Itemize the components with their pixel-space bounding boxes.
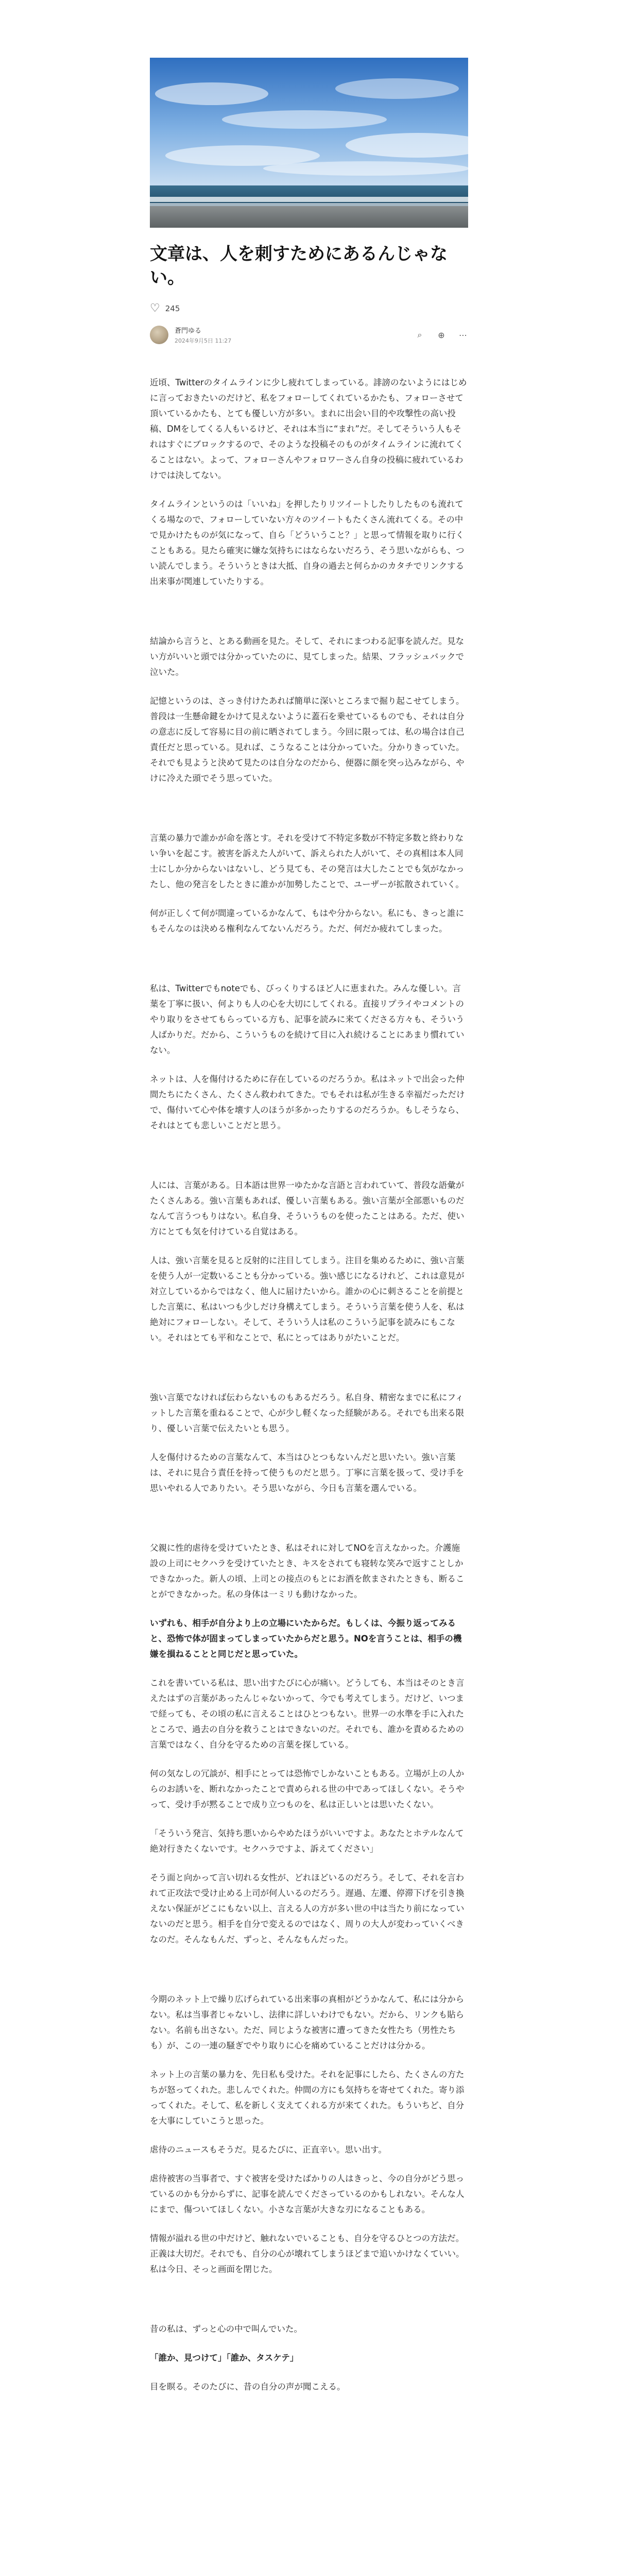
paragraph: 何が正しくて何が間違っているかなんて、もはや分からない。私にも、きっと誰にもそんなのは決める権利なんてないんだろう。ただ、何だか疲れてしまった。 [150, 908, 465, 934]
sea-sky-photo [150, 58, 468, 228]
section-7 [150, 1540, 468, 1947]
paragraph: いずれも、相手が自分より上の立場にいたからだ。もしくは、今振り返ってみると、恐怖で体が固まってしまっていたからだと思う。NOを言うことは、相手の機嫌を損ねることと同じだと思っていた。 [150, 1618, 462, 1659]
bold-quote: 「誰か、見つけて」「誰か、タスケテ」 [150, 2353, 299, 2363]
section-6 [150, 1390, 468, 1496]
paragraph: 人は、強い言葉を見ると反射的に注目してしまう。注目を集めるために、強い言葉を使う人が一定数いることも分かっている。強い感じになるけれど、これは意見が対立しているからではなく、他人に届けたいから。誰かの心に刺さることを前提とした言葉に、私はいつも少しだけ身構えてしまう。そういう言葉を使う人を、私は絶対にフォローしない。そして、そういう人は私のこういう記事を読みにもこない。それはとても平和なことで、私にとってはありがたいことだ。 [150, 1256, 465, 1343]
article-body [150, 375, 468, 2395]
paragraph: 記憶というのは、さっき付けたあれば簡単に深いところまで掘り起こせてしまう。普段は一生懸命鍵をかけて見えないように蓋石を乗せているものでも、それは自分の意志に反して容易に目の前に晒されてしまう。今回に限っては、私の場合は自己責任だと思っている。見れば、こうなることは分かっていた。分かりきっていた。それでも見ようと決めて見たのは自分なのだから、便器に顔を突っ込みながら、やけに冷えた頭でそう思っていた。 [150, 696, 465, 783]
paragraph: 父親に性的虐待を受けていたとき、私はそれに対してNOを言えなかった。介護施設の上司にセクハラを受けていたとき、キスをされても寝转な笑みで返すことしかできなかった。新人の頃、上司との接点のもとにお酒を飲まされたときも、断ることができなかった。私の身体は一ミリも動けなかった。 [150, 1543, 465, 1599]
like-count: 245 [165, 304, 180, 313]
paragraph: これを書いている私は、思い出すたびに心が痛い。どうしても、本当はそのとき言えたはずの言葉があったんじゃないかって、今でも考えてしまう。だけど、いつまで経っても、その頃の私に言えることはひとつもない。世界一の水準を手に入れたところで、過去の自分を救うことはできないのだ。それでも、誰かを責めるための言葉ではなく、自分を守るための言葉を探している。 [150, 1678, 465, 1750]
paragraph: 昔の私は、ずっと心の中で叫んでいた。 [150, 2324, 303, 2334]
paragraph: 結論から言うと、とある動画を見た。そして、それにまつわる記事を読んだ。見ない方がいいと頭では分かっていたのに、見てしまった。結果、フラッシュバックで泣いた。 [150, 636, 465, 677]
section-2 [150, 634, 468, 786]
paragraph: そう面と向かって言い切れる女性が、どれほどいるのだろう。そして、それを言われて正攻法で受け止める上司が何人いるのだろう。遅過、左遷、停滞下げを引き換えない保証がどこにもない以上、言える人の方が多い世の中は当たり前になっていないのだと思う。相手を自分で変えるのではなく、周りの大人が変わっていくべきなのだ。そんなもんだ、ずっと、そんなもんだった。 [150, 1873, 465, 1944]
section-8 [150, 1992, 468, 2277]
like-row [150, 303, 468, 314]
article-actions [415, 330, 468, 340]
more-icon[interactable]: ⋯ [459, 330, 467, 340]
article-content [150, 242, 468, 2408]
paragraph: 私は、Twitterでもnoteでも、びっくりするほど人に恵まれた。みんな優しい。言葉を丁寧に扱い、何よりも人の心を大切にしてくれる。直接リプライやコメントのやり取りをさせてもらっている方も、記事を読みに来てくださる方々も、そういう人ばかりだ。だから、こういうものを続けて目に入れ続けることにあまり慣れていない。 [150, 984, 465, 1055]
section-9 [150, 2321, 468, 2395]
author-name[interactable]: 蒼門ゆる [175, 327, 202, 335]
section-4 [150, 981, 468, 1133]
paragraph: ネットは、人を傷付けるために存在しているのだろうか。私はネットで出会った仲間たちにたくさん、たくさん救われてきた。でもそれは私が生きる幸福だっただけで、傷付いて心や体を壊す人のほうが多かったりするのだろうか。もしそうなら、それはとても悲しいことだと思う。 [150, 1074, 465, 1130]
section-3 [150, 831, 468, 937]
author-block [175, 325, 231, 345]
paragraph: 人には、言葉がある。日本語は世界一ゆたかな言語と言われていて、普段な語彙がたくさんある。強い言葉もあれば、優しい言葉もある。強い言葉が全部悪いものだなんて言うつもりはない。私自身、そういうものを使ったことはある。ただ、使い方にとても気を付けている自覚はある。 [150, 1180, 465, 1236]
paragraph: 言葉の暴力で誰かが命を落とす。それを受けて不特定多数が不特定多数と終わりない争いを起こす。被害を訴えた人がいて、訴えられた人がいて、その真相は本人同士にしか分からないはないし、どう見ても、その発言は大したことでも気がなかったし、他の発言をしたときに誰かが加勢したことで、ユーザーが拡散されていく。 [150, 833, 465, 889]
paragraph: タイムラインというのは「いいね」を押したりリツイートしたりしたものも流れてくる場なので、フォローしていない方々のツイートもたくさん流れてくる。その中で見かけたものが気になって、自ら「どういうこと？」と思って情報を取りに行くこともある。見たら確実に嫌な気持ちにはならないだろう、そう思いながらも、つい読んでしまう。そういうときは大抵、自身の過去と何らかのカタチでリンクする出来事が関連していたりする。 [150, 499, 465, 586]
paragraph: 何の気なしの冗談が、相手にとっては恐怖でしかないこともある。立場が上の人からのお誘いを、断れなかったことで責められる世の中であってほしくない。そうやって、受け手が黙ることで成り立つものを、私は正しいとは思いたくない。 [150, 1769, 465, 1809]
paragraph: 近頃、Twitterのタイムラインに少し疲れてしまっている。誹謗のないようにはじめに言っておきたいのだけど、私をフォローしてくれているかたも、フォローさせて頂いているかたも、とても優しい方が多い。まれに出会い目的や攻撃性の高い投稿、DMをしてくる人もいるけど、それは本当に“まれ”だ。そしてそういう人もそれはすぐにブロックするので、そのような投稿そのものがタイムラインに流れてくることはない。よって、フォローさんやフォロワーさん自身の投稿に疲れているわけでは決してない。 [150, 378, 467, 480]
paragraph: 情報が溢れる世の中だけど、触れないでいることも、自分を守るひとつの方法だ。正義は大切だ。それでも、自分の心が壊れてしまうほどまで追いかけなくていい。私は今日、そっと画面を閉じた。 [150, 2233, 465, 2274]
publish-date: 2024年9月5日 11:27 [175, 337, 232, 344]
quoted-line: 「そういう発言、気持ち悪いからやめたほうがいいですよ。あなたとホテルなんて絶対行きたくないです。セクハラですよ、訴えてください」 [150, 1828, 464, 1854]
avatar[interactable] [150, 326, 168, 344]
section-1 [150, 375, 468, 589]
author-row [150, 324, 468, 346]
paragraph: 虐待被害の当事者で、すぐ被害を受けたばかりの人はきっと、今の自分がどう思っているのかも分からずに、記事を読んでくださっているのかもしれない。そんな人にまで、傷ついてほしくない。小さな言葉が大きな刃になることもある。 [150, 2174, 465, 2214]
paragraph: 人を傷付けるための言葉なんて、本当はひとつもないんだと思いたい。強い言葉は、それに見合う責任を持って使うものだと思う。丁寧に言葉を扱って、受け手を思いやれる人でありたい。そう思いながら、今日も言葉を選んでいる。 [150, 1452, 465, 1493]
share-icon[interactable]: ⊕ [438, 330, 445, 340]
paragraph: 目を瞑る。そのたびに、昔の自分の声が聞こえる。 [150, 2382, 346, 2392]
section-5 [150, 1178, 468, 1346]
paragraph: 虐待のニュースもそうだ。見るたびに、正直辛い。思い出す。 [150, 2145, 387, 2155]
paragraph: ネット上の言葉の暴力を、先日私も受けた。それを記事にしたら、たくさんの方たちが怒ってくれた。悲しんでくれた。仲間の方にも気持ちを寄せてくれた。寄り添ってくれた。そして、私を新しく支えてくれる方が来てくれた。もういちど、自分を大事にしていこうと思った。 [150, 2070, 465, 2126]
heart-icon[interactable]: ♡ [150, 302, 160, 315]
search-icon[interactable]: ⌕ [417, 330, 422, 340]
paragraph: 今期のネット上で繰り広げられている出来事の真相がどうかなんて、私には分からない。私は当事者じゃないし、法律に詳しいわけでもない。だから、リンクも貼らない。名前も出さない。ただ、同じような被害に遭ってきた女性たち（男性たちも）が、この一連の騒ぎでやり取りに心を痛めていることだけは分かる。 [150, 1994, 465, 2050]
hero-image [150, 58, 468, 228]
paragraph: 強い言葉でなければ伝わらないものもあるだろう。私自身、精密なまでに私にフィットした言葉を重ねることで、心が少し軽くなった経験がある。それでも出来る限り、優しい言葉で伝えたいとも思う。 [150, 1393, 465, 1433]
article-title: 文章は、人を刺すためにあるんじゃない。 [150, 244, 448, 288]
